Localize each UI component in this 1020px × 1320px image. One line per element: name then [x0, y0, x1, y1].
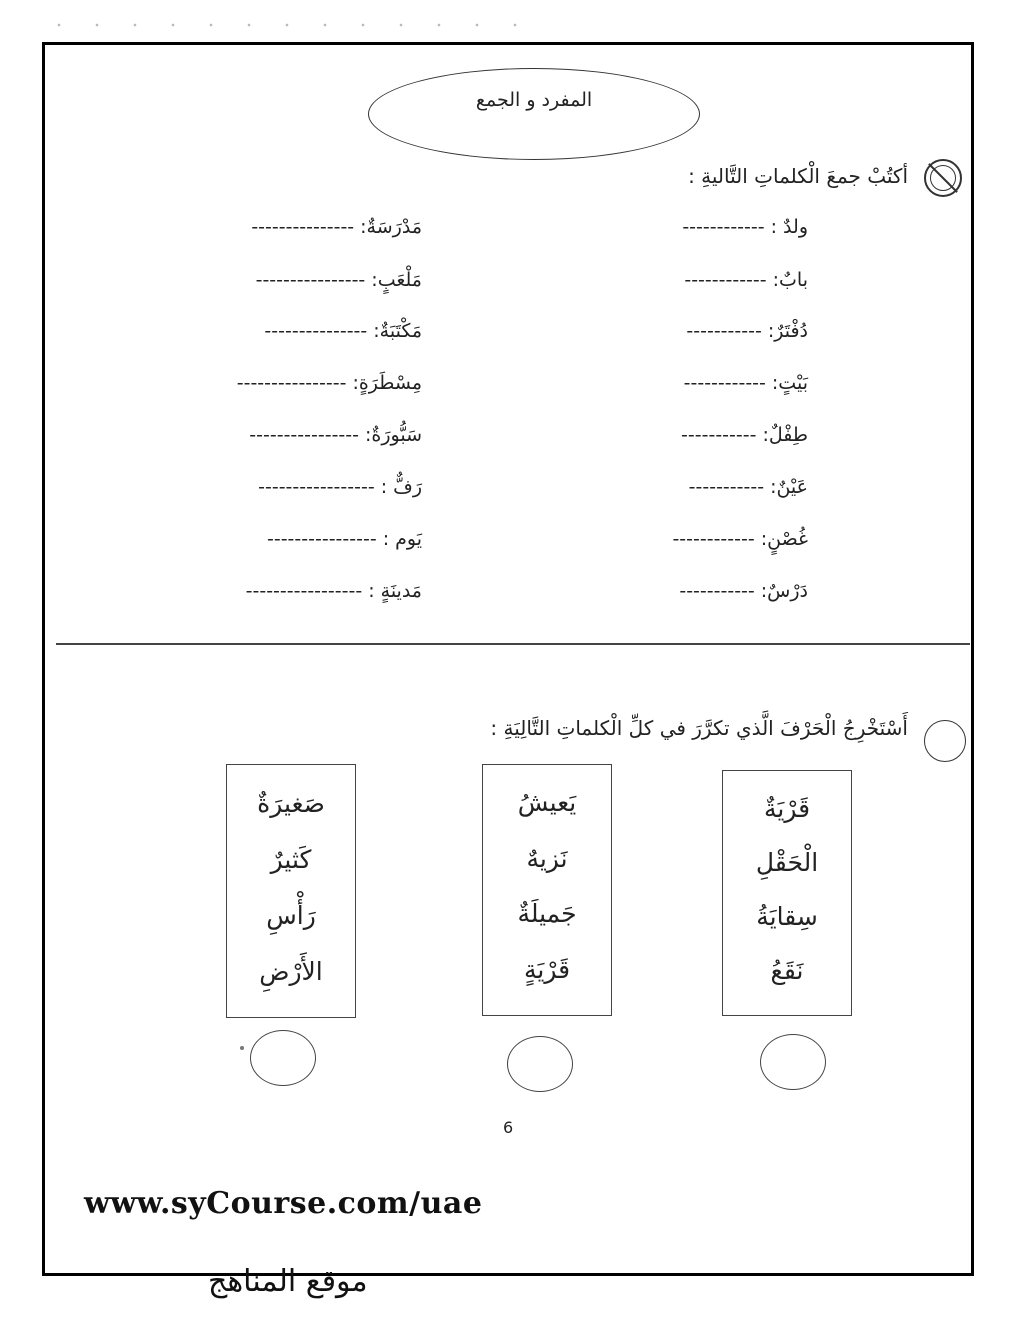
plural-row-right-7: [672, 524, 808, 554]
answer-blank[interactable]: ---------------: [264, 320, 368, 342]
box-word: كَثيرٌ: [270, 844, 312, 874]
pencil-mark: [240, 1046, 244, 1050]
plural-row-right-4: [684, 368, 808, 398]
answer-blank[interactable]: ----------------: [266, 528, 377, 550]
singular-word: بَيْتٍ:: [771, 372, 808, 394]
plural-row-right-6: [689, 472, 808, 502]
singular-word: يَوم :: [382, 528, 422, 550]
box-word: الأَرْضِ: [259, 956, 323, 986]
plural-row-left-6: [258, 472, 422, 502]
plural-row-right-1: [682, 212, 808, 242]
box-word: يَعيشُ: [517, 788, 577, 818]
answer-blank[interactable]: ----------------: [249, 424, 359, 446]
website-url[interactable]: www.syCourse.com/uae: [84, 1186, 483, 1221]
plural-row-right-2: [684, 265, 808, 295]
answer-blank[interactable]: ---------------: [251, 216, 355, 238]
plural-row-right-5: [681, 420, 808, 450]
singular-word: غُصْنٍ:: [760, 528, 808, 550]
answer-circle-1[interactable]: [760, 1034, 826, 1090]
box-word: قَرْيَةٍ: [523, 954, 571, 984]
question-one-instruction: أكتُبْ جمعَ الْكلماتِ التَّاليةِ :: [688, 164, 908, 188]
box-word: قَرْيَةٌ: [763, 793, 811, 823]
answer-blank[interactable]: -----------: [688, 476, 765, 498]
singular-word: مَلْعَبٍ:: [371, 269, 422, 291]
plural-row-left-1: [251, 212, 422, 242]
plural-row-left-5: [249, 420, 422, 450]
answer-blank[interactable]: ------------: [672, 528, 755, 550]
singular-word: عَيْنٌ:: [770, 476, 808, 498]
box-word: صَغيرَةٌ: [257, 788, 325, 818]
question-one-icon: [924, 159, 962, 197]
word-box-1: [722, 770, 852, 1016]
plural-row-left-4: [237, 368, 422, 398]
answer-circle-2[interactable]: [507, 1036, 573, 1092]
singular-word: مَدْرَسَةٌ:: [360, 216, 422, 238]
answer-blank[interactable]: -----------: [679, 580, 755, 602]
answer-blank[interactable]: ----------------: [236, 372, 347, 394]
answer-blank[interactable]: -----------: [681, 424, 757, 446]
singular-word: سَبُّورَةٌ:: [365, 424, 422, 446]
singular-word: مَكْتَبَةٌ:: [373, 320, 422, 342]
singular-word: بابٌ:: [772, 269, 808, 291]
title-oval: [368, 68, 700, 160]
answer-circle-3[interactable]: [250, 1030, 316, 1086]
singular-word: رَفٌّ :: [380, 476, 422, 498]
singular-word: طِفْلٌ:: [762, 424, 808, 446]
box-word: نَقَعُ: [770, 955, 804, 985]
answer-blank[interactable]: -----------------: [258, 476, 375, 498]
section-divider: [56, 643, 970, 645]
singular-word: مِسْطَرَةٍ:: [352, 372, 422, 394]
answer-blank[interactable]: ------------: [683, 372, 766, 394]
plural-row-left-3: [264, 316, 422, 346]
website-arabic-name: موقع المناهج: [208, 1264, 368, 1299]
answer-blank[interactable]: -----------------: [245, 580, 363, 602]
box-word: نَزيهٌ: [526, 843, 568, 873]
word-box-3: [226, 764, 356, 1018]
answer-blank[interactable]: ------------: [682, 216, 765, 238]
singular-word: مَدينَةٍ :: [368, 580, 422, 602]
answer-blank[interactable]: ------------: [684, 269, 767, 291]
singular-word: ولدٌ :: [770, 216, 808, 238]
answer-blank[interactable]: -----------: [686, 320, 762, 342]
worksheet-title: المفرد و الجمع: [475, 89, 593, 111]
singular-word: دُفْتَرٌ:: [767, 320, 808, 342]
singular-word: دَرْسٌ:: [760, 580, 808, 602]
word-box-2: [482, 764, 612, 1016]
box-word: جَميلَةٌ: [517, 899, 577, 929]
box-word: الْحَقْلِ: [755, 847, 819, 877]
plural-row-right-8: [679, 576, 808, 606]
box-word: سِقايَةُ: [756, 901, 818, 931]
plural-row-left-8: [246, 576, 422, 606]
question-two-circle-icon: [924, 720, 966, 762]
question-two-instruction: أَسْتَخْرِجُ الْحَرْفَ الَّذي تكرَّرَ في كلِّ الْكلماتِ التَّالِيَةِ :: [490, 716, 908, 740]
answer-blank[interactable]: ----------------: [255, 269, 366, 291]
plural-row-right-3: [686, 316, 808, 346]
plural-row-left-7: [267, 524, 422, 554]
top-dotted-line: [40, 22, 520, 28]
worksheet-frame: [42, 42, 974, 1276]
page-number: 6: [503, 1118, 514, 1137]
plural-row-left-2: [256, 265, 422, 295]
box-word: رَأْسِ: [266, 900, 316, 930]
